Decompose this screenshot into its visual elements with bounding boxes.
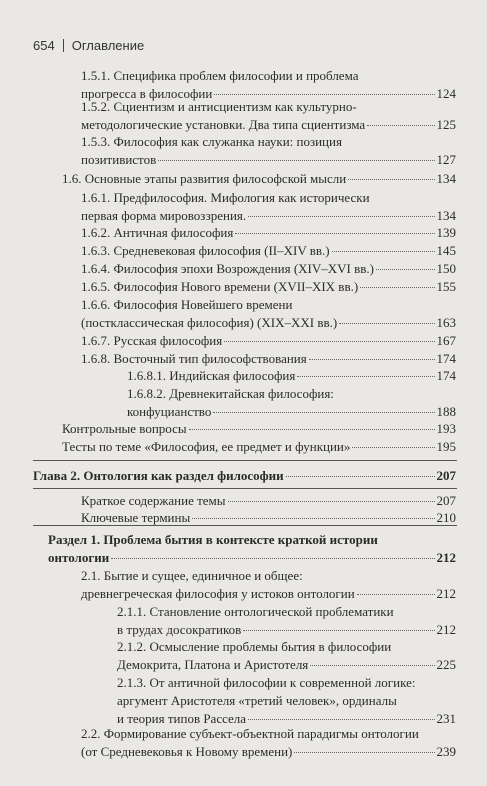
- toc-entry-page: 174: [436, 368, 456, 383]
- toc-entry-title: 1.6.1. Предфилософия. Мифология как исторически: [81, 190, 370, 205]
- dot-leader: [352, 447, 434, 448]
- toc-entry-title: Контрольные вопросы: [62, 421, 187, 436]
- toc-entry-title: 1.5.3. Философия как служанка науки: позиция: [81, 134, 342, 149]
- dot-leader: [348, 179, 434, 180]
- toc-entry-title: 2.1.3. От античной философии к современной логике:: [117, 675, 416, 690]
- toc-entry-title: аргумент Аристотеля «третий человек», ординалы: [117, 693, 397, 708]
- toc-entry-title: Тесты по теме «Философия, ее предмет и функции»: [62, 439, 351, 454]
- toc-entry-title: прогресса в философии: [81, 86, 213, 101]
- toc-entry-title: 1.6.8.2. Древнекитайская философия:: [127, 386, 334, 401]
- dot-leader: [339, 323, 434, 324]
- toc-entry-title: (постклассическая философия) (XIX–XXI вв.): [81, 315, 338, 330]
- toc-entry-page: 145: [436, 243, 456, 258]
- toc-entry-title: 1.6.5. Философия Нового времени (XVII–XIX вв.): [81, 279, 359, 294]
- dot-leader: [357, 594, 435, 595]
- toc-entry-title: Ключевые термины: [81, 510, 191, 525]
- toc-entry-page: 127: [436, 152, 456, 167]
- toc-entry-page: 210: [436, 510, 456, 525]
- dot-leader: [224, 341, 434, 342]
- dot-leader: [297, 376, 434, 377]
- dot-leader: [228, 501, 435, 502]
- toc-entry-page: 163: [436, 315, 456, 330]
- toc-entry-title: онтологии: [48, 550, 110, 565]
- toc-entry-title: 1.6.8.1. Индийская философия: [127, 368, 296, 383]
- dot-leader: [158, 160, 434, 161]
- toc-entry-page: 150: [436, 261, 456, 276]
- header-title: Оглавление: [71, 38, 145, 53]
- toc-entry-title: 2.2. Формирование субъект-объектной парадигмы онтологии: [81, 726, 419, 741]
- toc-entry-title: 2.1. Бытие и сущее, единичное и общее:: [81, 568, 303, 583]
- toc-entry-title: 1.6.6. Философия Новейшего времени: [81, 297, 293, 312]
- dot-leader: [286, 476, 435, 477]
- toc-entry-page: 174: [436, 351, 456, 366]
- toc-entry-page: 239: [436, 744, 456, 759]
- header-divider: [63, 39, 64, 52]
- toc-entry-title: позитивистов: [81, 152, 157, 167]
- toc-entry-title: 1.6.8. Восточный тип философствования: [81, 351, 307, 366]
- toc-entry-title: 1.6.4. Философия эпохи Возрождения (XIV–XVI вв.): [81, 261, 374, 276]
- dot-leader: [111, 558, 434, 559]
- toc-entry-title: конфуцианство: [127, 404, 212, 419]
- dot-leader: [189, 429, 435, 430]
- toc-entry-page: 125: [436, 117, 456, 132]
- toc-entry-title: и теория типов Рассела: [117, 711, 247, 726]
- toc-entry-title: 2.1.2. Осмысление проблемы бытия в философии: [117, 639, 392, 654]
- dot-leader: [235, 233, 434, 234]
- toc-entry-page: 188: [436, 404, 456, 419]
- dot-leader: [310, 665, 434, 666]
- toc-entry-page: 134: [436, 171, 456, 186]
- toc-entry-title: 1.6. Основные этапы развития философской мысли: [62, 171, 347, 186]
- page-number: 654: [33, 38, 55, 53]
- dot-leader: [367, 125, 434, 126]
- toc-entry-title: 1.5.2. Сциентизм и антисциентизм как культурно-: [81, 99, 357, 114]
- running-header: [33, 38, 144, 53]
- dot-leader: [294, 752, 434, 753]
- toc-entry-page: 155: [436, 279, 456, 294]
- toc-entry-title: первая форма мировоззрения.: [81, 208, 247, 223]
- dot-leader: [248, 719, 434, 720]
- toc-entry-page: 139: [436, 225, 456, 240]
- dot-leader: [248, 216, 434, 217]
- toc-entry-title: Раздел 1. Проблема бытия в контексте краткой истории: [48, 532, 378, 547]
- section-rule-bottom: [33, 488, 457, 489]
- toc-entry-title: древнегреческая философия у истоков онтологии: [81, 586, 355, 601]
- dot-leader: [309, 359, 435, 360]
- toc-entry-title: Демокрита, Платона и Аристотеля: [117, 657, 309, 672]
- toc-entry-title: в трудах досократиков: [117, 622, 242, 637]
- dot-leader: [243, 630, 434, 631]
- dot-leader: [213, 412, 434, 413]
- dot-leader: [192, 518, 434, 519]
- toc-entry-page: 134: [436, 208, 456, 223]
- toc-entry-title: Краткое содержание темы: [81, 493, 226, 508]
- toc-entry-page: 195: [436, 439, 456, 454]
- toc-entry-title: 1.6.7. Русская философия: [81, 333, 223, 348]
- dot-leader: [360, 287, 434, 288]
- toc-entry-title: методологические установки. Два типа сциентизма: [81, 117, 366, 132]
- toc-entry-page: 167: [436, 333, 456, 348]
- toc-entry-title: Глава 2. Онтология как раздел философии: [33, 468, 284, 483]
- toc-entry-title: 1.6.3. Средневековая философия (II–XIV вв.): [81, 243, 330, 258]
- toc-entry-page: 212: [436, 622, 456, 637]
- toc-entry-title: 2.1.1. Становление онтологической проблематики: [117, 604, 394, 619]
- dot-leader: [332, 251, 435, 252]
- toc-entry-page: 124: [436, 86, 456, 101]
- toc-entry-title: 1.5.1. Специфика проблем философии и проблема: [81, 68, 359, 83]
- dot-leader: [376, 269, 435, 270]
- toc-entry-page: 193: [436, 421, 456, 436]
- toc-entry-page: 207: [436, 493, 456, 508]
- toc-entry-page: 207: [436, 468, 456, 483]
- toc-entry-title: 1.6.2. Античная философия: [81, 225, 234, 240]
- toc-entry-page: 212: [436, 550, 456, 565]
- section-rule-top: [33, 460, 457, 461]
- dot-leader: [214, 94, 434, 95]
- toc-entry-page: 231: [436, 711, 456, 726]
- toc-entry-title: (от Средневековья к Новому времени): [81, 744, 293, 759]
- toc-entry-page: 212: [436, 586, 456, 601]
- toc-entry-page: 225: [436, 657, 456, 672]
